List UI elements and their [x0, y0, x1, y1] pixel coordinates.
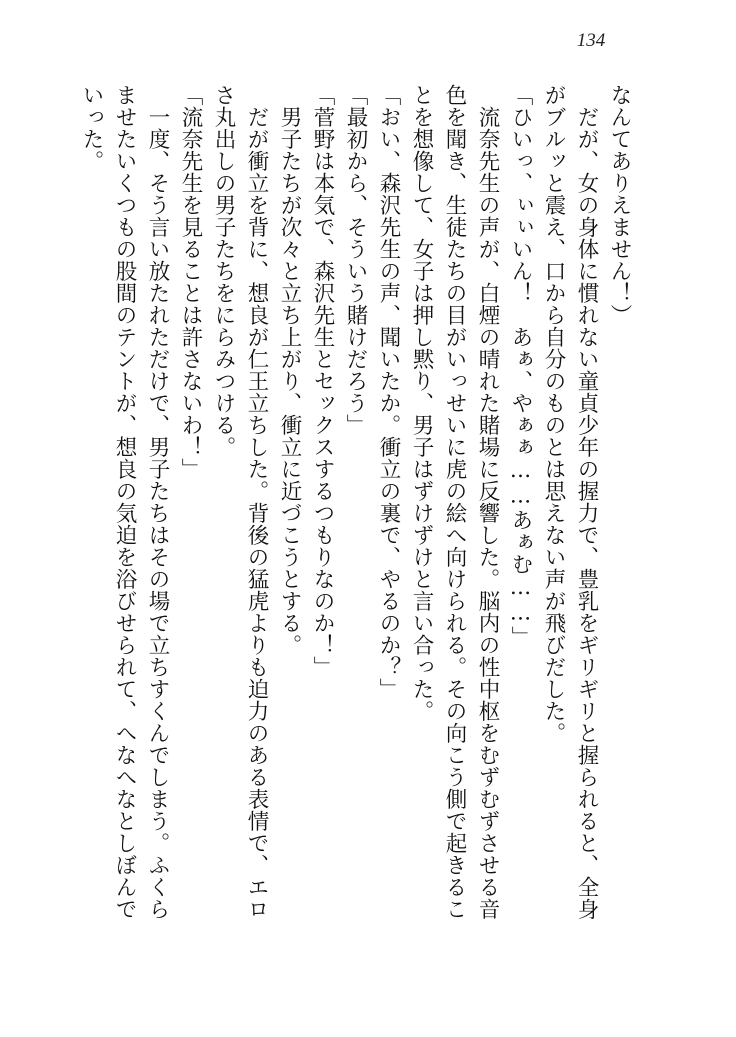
text-line: なんてありえません！） [607, 84, 632, 326]
text-line: 「菅野は本気で、森沢先生とセックスするつもりなのか！」 [310, 84, 335, 678]
text-line: ませたいくつもの股間のテントが、想良の気迫を浴びせられて、へなへなとしぼんで [112, 84, 137, 920]
text-line: いった。 [79, 84, 104, 172]
text-line: 「おい、森沢先生の声、聞いたか。衝立の裏で、やるのか？」 [376, 84, 401, 700]
text-line: 「最初から、そういう賭けだろう」 [343, 84, 368, 436]
page-number: 134 [576, 30, 606, 51]
text-line: 色を聞き、生徒たちの目がいっせいに虎の絵へ向けられる。その向こう側で起きるこ [442, 84, 467, 920]
text-line: とを想像して、女子は押し黙り、男子はずけずけと言い合った。 [409, 84, 434, 722]
text-line: さ丸出しの男子たちをにらみつける。 [211, 84, 236, 458]
text-line: 「ひいっ、ぃぃいん！ あぁ、やぁぁ……あぁむ……」 [508, 84, 533, 648]
text-line: 「流奈先生を見ることは許さないわ！」 [178, 84, 203, 480]
text-line: だが、女の身体に慣れない童貞少年の握力で、豊乳をギリギリと握られると、全身 [574, 84, 599, 920]
text-line: だが衝立を背に、想良が仁王立ちした。背後の猛虎よりも迫力のある表情で、エロ [244, 84, 269, 920]
text-line: 男子たちが次々と立ち上がり、衝立に近づこうとする。 [277, 84, 302, 656]
text-line: 一度、そう言い放たれただけで、男子たちはその場で立ちすくんでしまう。ふくら [145, 84, 170, 920]
text-line: がブルッと震え、口から自分のものとは思えない声が飛びだした。 [541, 84, 566, 744]
body-text [75, 84, 636, 984]
text-line: 流奈先生の声が、白煙の晴れた賭場に反響した。脳内の性中枢をむずむずさせる音 [475, 84, 500, 920]
